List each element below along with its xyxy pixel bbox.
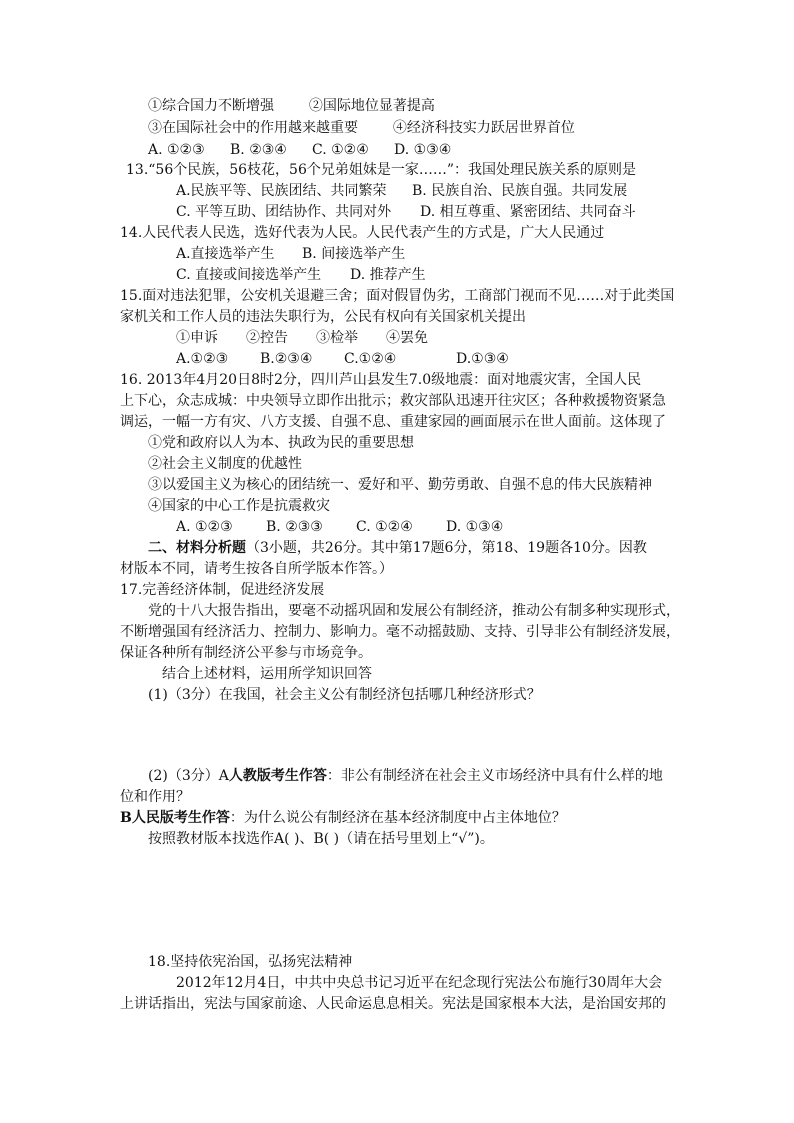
q12-item2: ②国际地位显著提高 bbox=[308, 98, 435, 114]
q15-option-b: B.②③④ bbox=[260, 351, 313, 367]
q16-stem-line1: 16. 2013年4月20日8时2分，四川芦山县发生7.0级地震：面对地震灾害，全国人民 bbox=[120, 372, 642, 388]
section2-note-line2: 材版本不同，请考生按各自所学版本作答。） bbox=[120, 561, 393, 577]
q15-item1: ①申诉 bbox=[176, 330, 218, 346]
section2-title: 二、材料分析题 bbox=[148, 540, 246, 556]
q12-item4: ④经济科技实力跃居世界首位 bbox=[392, 120, 575, 136]
q18-title: 18.坚持依宪治国，弘扬宪法精神 bbox=[148, 954, 353, 970]
q16-option-a: A. ①②③ bbox=[176, 519, 233, 535]
q15-option-d: D.①③④ bbox=[456, 351, 509, 367]
q17-version-choice: 按照教材版本找选作A( )、B( )（请在括号里划上“√”)。 bbox=[148, 831, 494, 847]
q16-item3: ③以爱国主义为核心的团结统一、爱好和平、勤劳勇敢、自强不息的伟大民族精神 bbox=[148, 477, 652, 493]
q16-option-d: D. ①③④ bbox=[446, 519, 504, 535]
q17-title: 17.完善经济体制，促进经济发展 bbox=[120, 582, 325, 598]
q15-item3: ③检举 bbox=[316, 330, 358, 346]
q15-option-a: A.①②③ bbox=[176, 351, 229, 367]
section2-note-line1: （3小题，共26分。其中第17题6分，第18、19题各10分。因教 bbox=[246, 540, 647, 556]
q17-para-line1: 党的十八大报告指出，要毫不动摇巩固和发展公有制经济，推动公有制多种实现形式， bbox=[148, 603, 680, 619]
q16-item2: ②社会主义制度的优越性 bbox=[148, 456, 302, 472]
q12-item1: ①综合国力不断增强 bbox=[148, 98, 274, 114]
q17-sub2-b-label: 人民版考生作答 bbox=[131, 810, 230, 826]
q14-option-b: B. 间接选举产生 bbox=[302, 246, 406, 262]
q15-item4: ④罢免 bbox=[386, 330, 428, 346]
q17-para-line2: 不断增强国有经济活力、控制力、影响力。毫不动摇鼓励、支持、引导非公有制经济发展， bbox=[120, 624, 680, 640]
q13-stem: 13.“56个民族，56枝花，56个兄弟姐妹是一家……”：我国处理民族关系的原则是 bbox=[126, 162, 637, 178]
q17-sub2-b-text: ：为什么说公有制经济在基本经济制度中占主体地位？ bbox=[229, 810, 566, 826]
q16-option-c: C. ①②④ bbox=[356, 519, 413, 535]
q17-sub2-a-text: ：非公有制经济在社会主义市场经济中具有什么样的地 bbox=[326, 768, 663, 784]
q17-sub2-line1 bbox=[148, 766, 663, 786]
q16-stem-line2: 上下心，众志成城：中央领导立即作出批示；救灾部队迅速开往灾区；各种救援物资紧急 bbox=[120, 393, 666, 409]
q12-items-row2 bbox=[148, 118, 575, 138]
q16-options bbox=[176, 517, 503, 537]
q12-options bbox=[148, 140, 451, 160]
q18-para-line1: 2012年12月4日，中共中央总书记习近平在纪念现行宪法公布施行30周年大会 bbox=[176, 975, 663, 991]
q17-sub1: (1)（3分）在我国，社会主义公有制经济包括哪几种经济形式？ bbox=[148, 687, 541, 703]
q16-item1: ①党和政府以人为本、执政为民的重要思想 bbox=[148, 435, 414, 451]
q18-para-line2: 上讲话指出，宪法与国家前途、人民命运息息相关。宪法是国家根本大法，是治国安邦的 bbox=[120, 996, 666, 1012]
q13-option-b: B. 民族自治、民族自强。共同发展 bbox=[412, 183, 628, 199]
q15-options bbox=[176, 349, 509, 369]
q12-option-c: C. ①②④ bbox=[312, 142, 369, 158]
q17-sub2-prefix: (2)（3分）A bbox=[148, 768, 229, 784]
q12-item3: ③在国际社会中的作用越来越重要 bbox=[148, 120, 358, 136]
q15-option-c: C.①②④ bbox=[344, 351, 397, 367]
q12-option-b: B. ②③④ bbox=[230, 142, 287, 158]
q15-item2: ②控告 bbox=[246, 330, 288, 346]
q16-stem-line3: 调运，一幅一方有灾、八方支援、自强不息、重建家园的画面展示在世人面前。这体现了 bbox=[120, 414, 666, 430]
q17-sub2-a-label: 人教版考生作答 bbox=[228, 768, 327, 784]
q17-para-line3: 保证各种所有制经济公平参与市场竞争。 bbox=[120, 645, 372, 661]
q14-stem: 14.人民代表人民选，选好代表为人民。人民代表产生的方式是，广大人民通过 bbox=[120, 225, 605, 241]
q13-option-d: D. 相互尊重、紧密团结、共同奋斗 bbox=[420, 204, 636, 220]
q12-option-d: D. ①③④ bbox=[394, 142, 452, 158]
q16-item4: ④国家的中心工作是抗震救灾 bbox=[148, 498, 330, 514]
q14-option-c: C. 直接或间接选举产生 bbox=[176, 267, 322, 283]
q17-sub2-a-text2: 位和作用？ bbox=[120, 789, 190, 805]
q17-sub2-b-prefix: B bbox=[120, 810, 132, 826]
q15-stem-line2: 家机关和工作人员的违法失职行为，公民有权向有关国家机关提出 bbox=[120, 309, 526, 325]
q14-option-d: D. 推荐产生 bbox=[350, 267, 426, 283]
q14-option-a: A.直接选举产生 bbox=[176, 246, 275, 262]
q13-option-a: A.民族平等、民族团结、共同繁荣 bbox=[176, 183, 387, 199]
section2-heading bbox=[148, 538, 647, 558]
q13-option-c: C. 平等互助、团结协作、共同对外 bbox=[176, 204, 392, 220]
q15-stem-line1: 15.面对违法犯罪，公安机关退避三舍；面对假冒伪劣，工商部门视而不见……对于此类国 bbox=[120, 288, 675, 304]
q16-option-b: B. ②③③ bbox=[266, 519, 323, 535]
q12-items-row1 bbox=[148, 96, 435, 116]
q12-option-a: A. ①②③ bbox=[148, 142, 205, 158]
q15-items bbox=[176, 328, 428, 348]
q17-sub2-line3 bbox=[120, 808, 566, 828]
q17-instruction: 结合上述材料，运用所学知识回答 bbox=[162, 666, 372, 682]
